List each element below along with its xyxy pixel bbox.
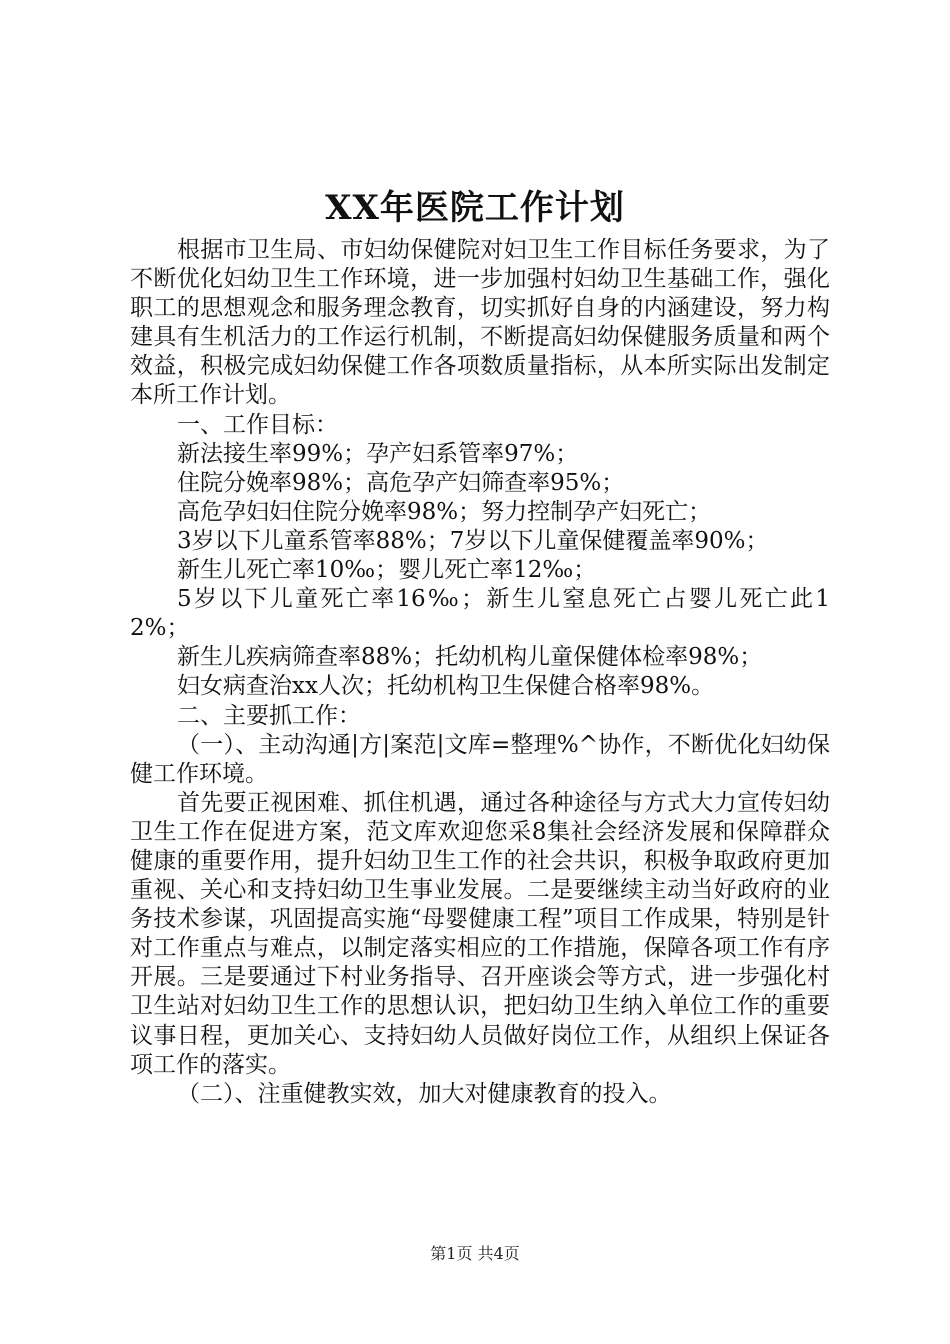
intro-paragraph: 根据市卫生局、市妇幼保健院对妇卫生工作目标任务要求，为了不断优化妇幼卫生工作环境，进一步加强村妇幼卫生基础工作，强化职工的思想观念和服务理念教育，切实抓好自身的内涵建设，努力构建具有生机活力的工作运行机制，不断提高妇幼保健服务质量和两个效益，积极完成妇幼保健工作各项数质量指标，从本所实际出发制定本所工作计划。	[130, 237, 830, 409]
goal-line: 新法接生率99%；孕产妇系管率97%；	[177, 440, 579, 467]
section-heading-tasks: 二、主要抓工作：	[177, 702, 361, 729]
document-title: XX年医院工作计划	[325, 188, 625, 228]
goal-line: 3岁以下儿童系管率88%；7岁以下儿童保健覆盖率90%；	[177, 527, 769, 554]
body-paragraph: 首先要正视困难、抓住机遇，通过各种途径与方式大力宣传妇幼卫生工作在促进方案，范文库欢迎您采8集社会经济发展和保障群众健康的重要作用，提升妇幼卫生工作的社会共识，积极争取政府更加重视、关心和支持妇幼卫生事业发展。二是要继续主动当好政府的业务技术参谋，巩固提高实施“母婴健康工程”项目工作成果，特别是针对工作重点与难点，以制定落实相应的工作措施，保障各项工作有序开展。三是要通过下村业务指导、召开座谈会等方式，进一步强化村卫生站对妇幼卫生工作的思想认识，把妇幼卫生纳入单位工作的重要议事日程，更加关心、支持妇幼人员做好岗位工作，从组织上保证各项工作的落实。	[130, 789, 830, 1078]
goal-line: 新生儿疾病筛查率88%；托幼机构儿童保健体检率98%；	[177, 644, 763, 671]
goal-line: 妇女病查治xx人次；托幼机构卫生保健合格率98%。	[177, 673, 715, 700]
subsection-heading: （一）、主动沟通|方|案范|文库=整理%^协作，不断优化妇幼保健工作环境。	[130, 731, 830, 787]
subsection-heading: （二）、注重健教实效，加大对健康教育的投入。	[177, 1080, 672, 1107]
goal-line: 住院分娩率98%；高危孕产妇筛查率95%；	[177, 469, 625, 496]
goal-line: 高危孕妇妇住院分娩率98%；努力控制孕产妇死亡；	[177, 498, 712, 525]
goal-line: 5岁以下儿童死亡率16‰；新生儿窒息死亡占婴儿死亡此12%；	[130, 586, 830, 642]
goal-line: 新生儿死亡率10‰；婴儿死亡率12‰；	[177, 557, 597, 584]
page-footer: 第1页 共4页	[430, 1244, 520, 1263]
document-body	[130, 236, 830, 1109]
section-heading-goals: 一、工作目标：	[177, 411, 338, 438]
